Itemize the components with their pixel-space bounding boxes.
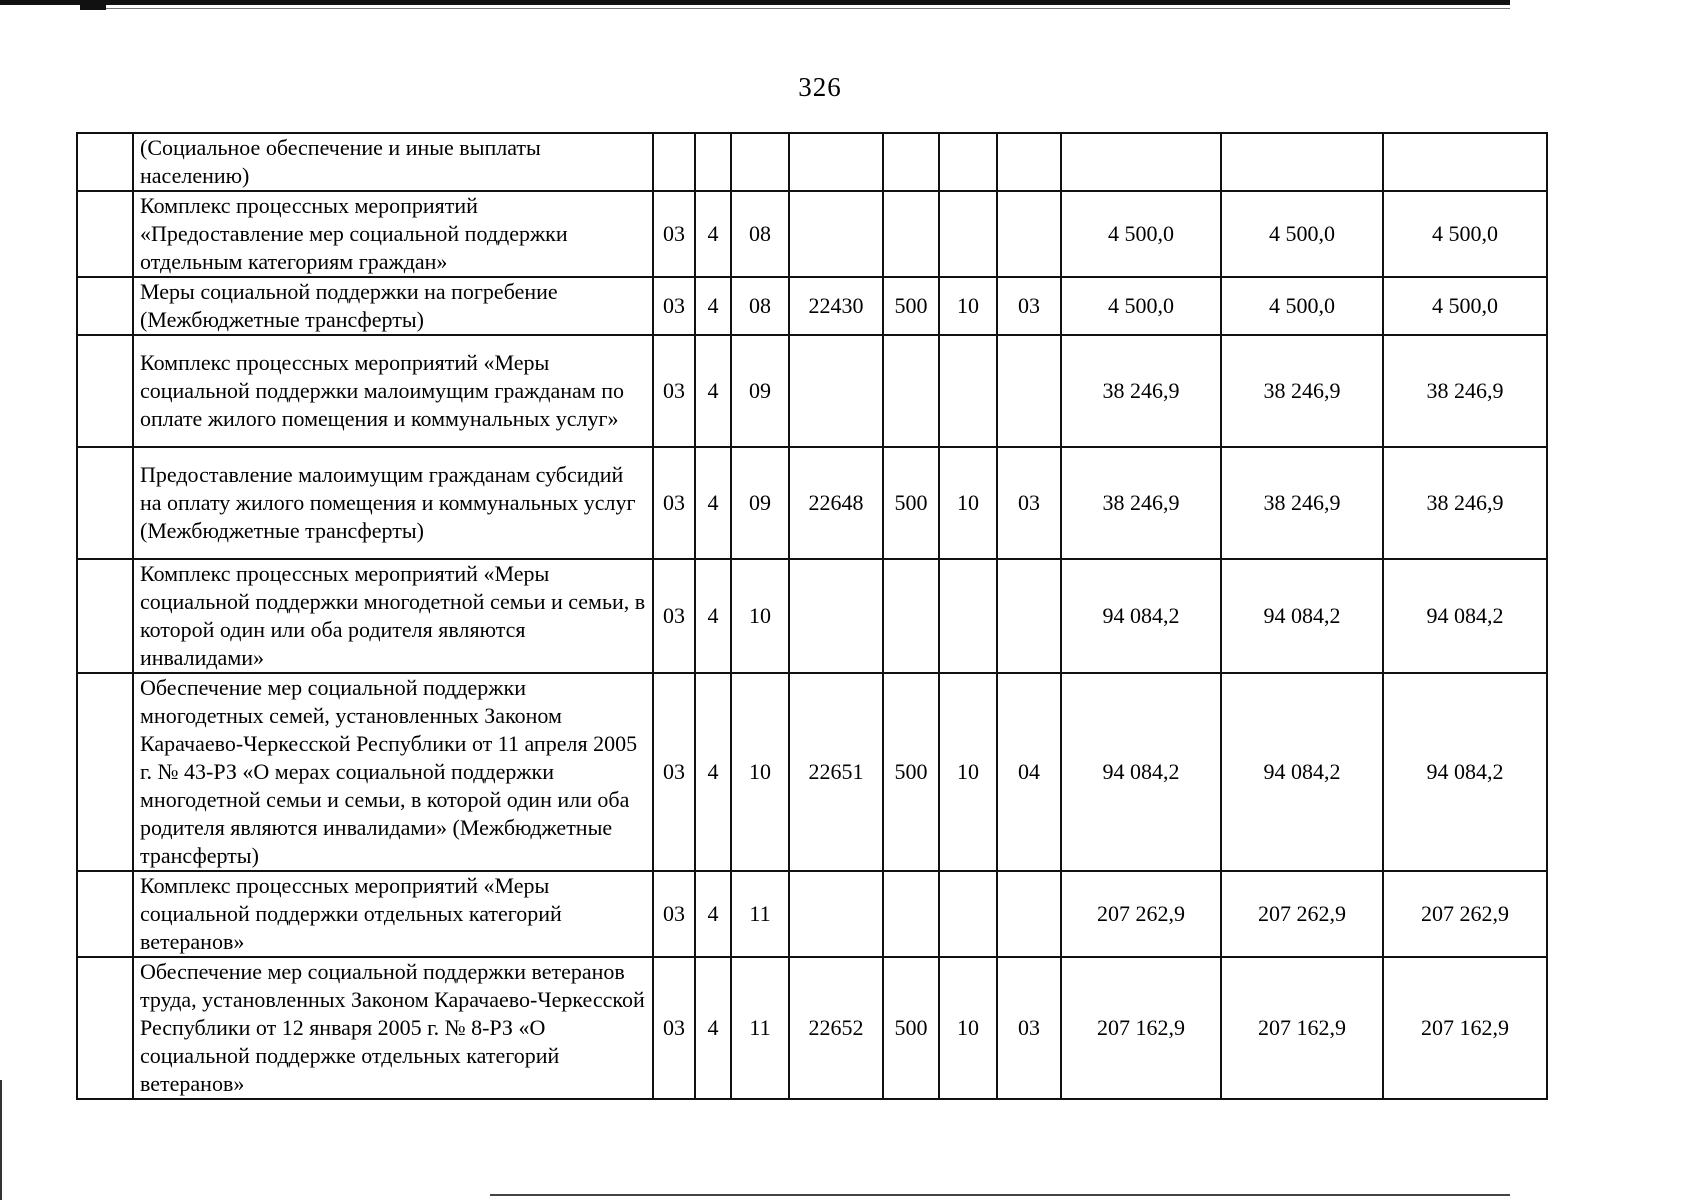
- scan-mark: [80, 3, 106, 10]
- code-ministry: 03: [653, 191, 695, 277]
- code-subsection: [997, 335, 1061, 447]
- amount-year-1: 4 500,0: [1061, 191, 1221, 277]
- code-ministry: 03: [653, 447, 695, 559]
- amount-year-1: 94 084,2: [1061, 559, 1221, 673]
- row-number-cell: [77, 133, 133, 191]
- row-name: Комплекс процессных мероприятий «Меры социальной поддержки отдельных категорий ветеранов»: [133, 871, 653, 957]
- amount-year-2: 94 084,2: [1221, 673, 1383, 871]
- code-expense-type: [883, 559, 939, 673]
- code-ministry: 03: [653, 335, 695, 447]
- amount-year-2: 207 262,9: [1221, 871, 1383, 957]
- code-ministry: 03: [653, 559, 695, 673]
- code-program-type: [695, 133, 731, 191]
- code-subsection: 03: [997, 957, 1061, 1099]
- row-name: (Социальное обеспечение и иные выплаты населению): [133, 133, 653, 191]
- row-name: Обеспечение мер социальной поддержки многодетных семей, установленных Законом Карачаево-Черкесской Республики от 11 апреля 2005 г. № 43-РЗ «О мерах социальной поддержки многодетной семьи и семьи, в которой один или оба родителя являются инвалидами» (Межбюджетные трансферты): [133, 673, 653, 871]
- row-name: Предоставление малоимущим гражданам субсидий на оплату жилого помещения и коммунальных услуг (Межбюджетные трансферты): [133, 447, 653, 559]
- code-complex: 08: [731, 277, 789, 335]
- scan-top-thin-rule: [100, 8, 1510, 9]
- amount-year-2: 94 084,2: [1221, 559, 1383, 673]
- amount-year-2: 207 162,9: [1221, 957, 1383, 1099]
- code-direction: [789, 871, 883, 957]
- row-name: Комплекс процессных мероприятий «Меры социальной поддержки многодетной семьи и семьи, в которой один или оба родителя являются инвалидами»: [133, 559, 653, 673]
- code-complex: 11: [731, 871, 789, 957]
- scan-top-rule: [0, 0, 1510, 5]
- code-direction: [789, 191, 883, 277]
- amount-year-2: 38 246,9: [1221, 447, 1383, 559]
- code-expense-type: [883, 335, 939, 447]
- amount-year-3: 38 246,9: [1383, 447, 1547, 559]
- code-expense-type: 500: [883, 673, 939, 871]
- code-program-type: 4: [695, 447, 731, 559]
- code-program-type: 4: [695, 191, 731, 277]
- amount-year-3: [1383, 133, 1547, 191]
- code-section: [939, 335, 997, 447]
- row-number-cell: [77, 447, 133, 559]
- row-name: Обеспечение мер социальной поддержки ветеранов труда, установленных Законом Карачаево-Черкесской Республики от 12 января 2005 г. № 8-РЗ «О социальной поддержке отдельных категорий ветеранов»: [133, 957, 653, 1099]
- table-row: [77, 957, 1547, 1099]
- code-direction: [789, 133, 883, 191]
- code-complex: [731, 133, 789, 191]
- amount-year-3: 94 084,2: [1383, 673, 1547, 871]
- code-program-type: 4: [695, 871, 731, 957]
- code-subsection: 04: [997, 673, 1061, 871]
- amount-year-1: 38 246,9: [1061, 335, 1221, 447]
- amount-year-3: 4 500,0: [1383, 191, 1547, 277]
- row-number-cell: [77, 673, 133, 871]
- code-program-type: 4: [695, 957, 731, 1099]
- amount-year-1: [1061, 133, 1221, 191]
- code-section: [939, 871, 997, 957]
- amount-year-3: 38 246,9: [1383, 335, 1547, 447]
- code-program-type: 4: [695, 673, 731, 871]
- code-expense-type: [883, 191, 939, 277]
- amount-year-2: 4 500,0: [1221, 277, 1383, 335]
- code-ministry: [653, 133, 695, 191]
- row-number-cell: [77, 191, 133, 277]
- code-direction: 22430: [789, 277, 883, 335]
- code-section: [939, 191, 997, 277]
- table-body: [77, 133, 1547, 1099]
- table-row: [77, 871, 1547, 957]
- row-number-cell: [77, 559, 133, 673]
- code-section: 10: [939, 957, 997, 1099]
- table-row: [77, 673, 1547, 871]
- code-subsection: [997, 191, 1061, 277]
- code-subsection: [997, 133, 1061, 191]
- amount-year-3: 4 500,0: [1383, 277, 1547, 335]
- code-expense-type: 500: [883, 957, 939, 1099]
- code-direction: 22651: [789, 673, 883, 871]
- code-ministry: 03: [653, 277, 695, 335]
- row-number-cell: [77, 957, 133, 1099]
- code-expense-type: 500: [883, 447, 939, 559]
- amount-year-2: [1221, 133, 1383, 191]
- amount-year-3: 94 084,2: [1383, 559, 1547, 673]
- code-section: [939, 559, 997, 673]
- amount-year-2: 38 246,9: [1221, 335, 1383, 447]
- code-complex: 10: [731, 559, 789, 673]
- page-number: 326: [798, 72, 842, 102]
- scan-left-edge: [0, 1080, 2, 1200]
- amount-year-1: 38 246,9: [1061, 447, 1221, 559]
- code-direction: [789, 335, 883, 447]
- row-name: Комплекс процессных мероприятий «Предоставление мер социальной поддержки отдельным категориям граждан»: [133, 191, 653, 277]
- row-name: Комплекс процессных мероприятий «Меры социальной поддержки малоимущим гражданам по оплате жилого помещения и коммунальных услуг»: [133, 335, 653, 447]
- code-program-type: 4: [695, 277, 731, 335]
- code-expense-type: [883, 133, 939, 191]
- row-number-cell: [77, 277, 133, 335]
- table-row: [77, 559, 1547, 673]
- code-complex: 11: [731, 957, 789, 1099]
- code-complex: 09: [731, 447, 789, 559]
- scan-bottom-rule: [490, 1194, 1510, 1196]
- code-section: 10: [939, 277, 997, 335]
- code-complex: 08: [731, 191, 789, 277]
- code-section: [939, 133, 997, 191]
- code-program-type: 4: [695, 335, 731, 447]
- code-direction: [789, 559, 883, 673]
- code-direction: 22648: [789, 447, 883, 559]
- table-row: [77, 277, 1547, 335]
- code-ministry: 03: [653, 673, 695, 871]
- table-row: [77, 335, 1547, 447]
- code-subsection: [997, 559, 1061, 673]
- amount-year-1: 4 500,0: [1061, 277, 1221, 335]
- amount-year-1: 207 162,9: [1061, 957, 1221, 1099]
- table-row: [77, 191, 1547, 277]
- row-number-cell: [77, 871, 133, 957]
- code-subsection: [997, 871, 1061, 957]
- code-ministry: 03: [653, 957, 695, 1099]
- table-row: [77, 133, 1547, 191]
- code-complex: 09: [731, 335, 789, 447]
- code-complex: 10: [731, 673, 789, 871]
- amount-year-1: 207 262,9: [1061, 871, 1221, 957]
- row-number-cell: [77, 335, 133, 447]
- code-program-type: 4: [695, 559, 731, 673]
- code-section: 10: [939, 673, 997, 871]
- code-direction: 22652: [789, 957, 883, 1099]
- budget-table: [76, 132, 1548, 1100]
- code-expense-type: 500: [883, 277, 939, 335]
- code-ministry: 03: [653, 871, 695, 957]
- row-name: Меры социальной поддержки на погребение (Межбюджетные трансферты): [133, 277, 653, 335]
- code-subsection: 03: [997, 447, 1061, 559]
- table-row: [77, 447, 1547, 559]
- code-expense-type: [883, 871, 939, 957]
- amount-year-1: 94 084,2: [1061, 673, 1221, 871]
- code-section: 10: [939, 447, 997, 559]
- amount-year-3: 207 162,9: [1383, 957, 1547, 1099]
- code-subsection: 03: [997, 277, 1061, 335]
- amount-year-2: 4 500,0: [1221, 191, 1383, 277]
- amount-year-3: 207 262,9: [1383, 871, 1547, 957]
